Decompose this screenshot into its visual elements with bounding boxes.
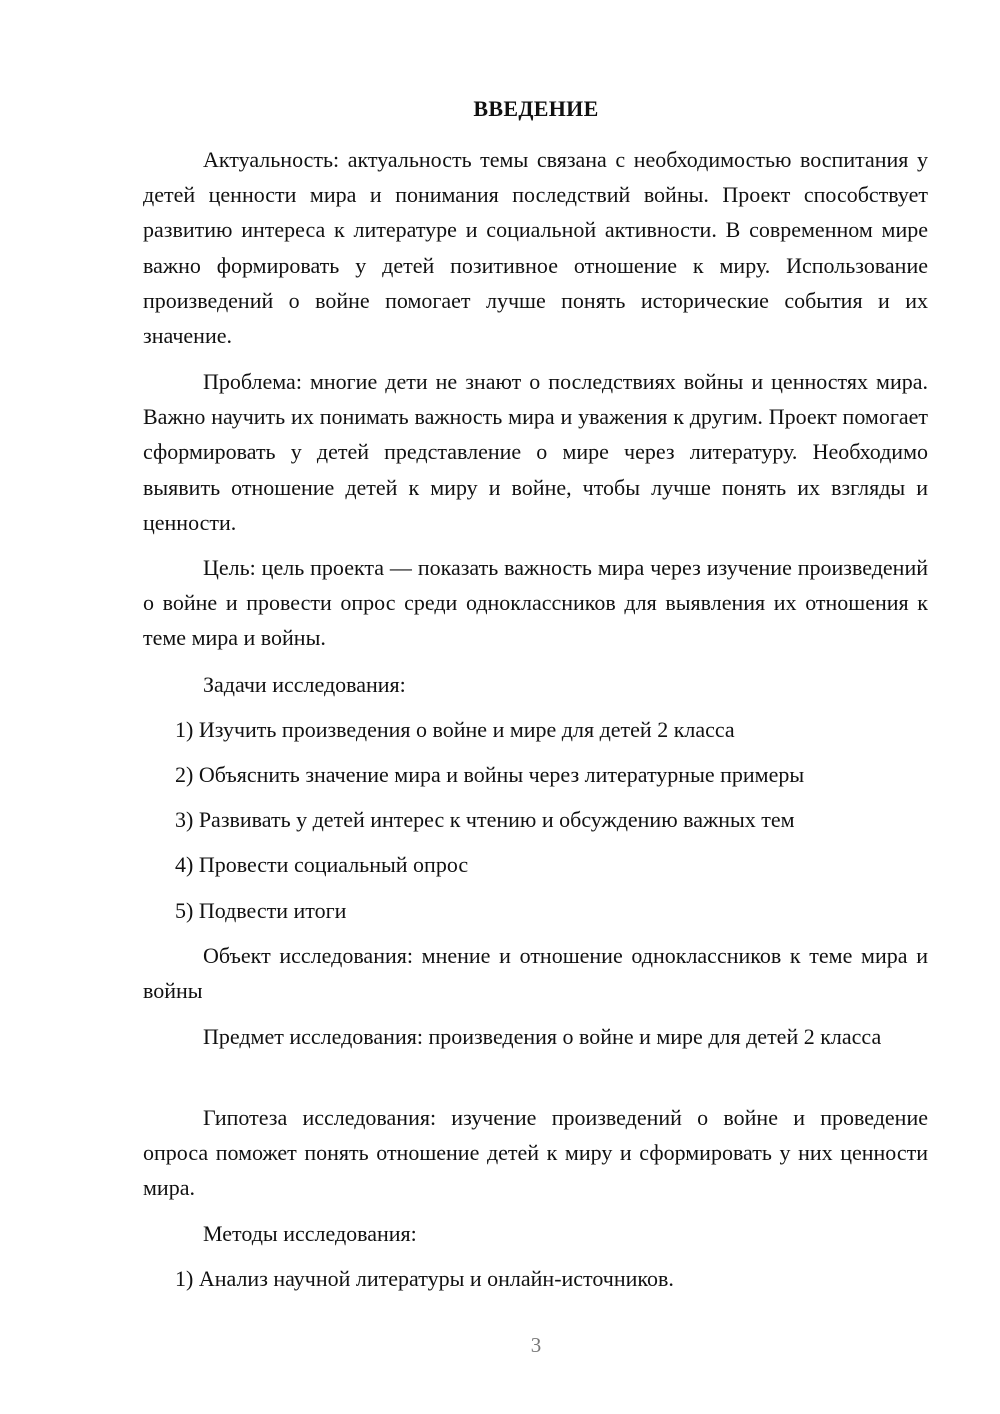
subject-paragraph: Предмет исследования: произведения о войне и мире для детей 2 класса [203,1024,882,1049]
goal-paragraph: Цель: цель проекта — показать важность мира через изучение произведений о войне и провести опрос среди одноклассников для выявления их отношения к теме мира и войны. [143,555,928,651]
task-item-4: 4) Провести социальный опрос [175,852,469,877]
object-paragraph: Объект исследования: мнение и отношение одноклассников к теме мира и войны [143,943,928,1004]
task-item-5: 5) Подвести итоги [175,898,347,923]
method-item-1: 1) Анализ научной литературы и онлайн-источников. [175,1266,674,1291]
task-item-3: 3) Развивать у детей интерес к чтению и обсуждению важных тем [175,807,795,832]
hypothesis-paragraph: Гипотеза исследования: изучение произведений о войне и проведение опроса поможет понять отношение детей к миру и сформировать у них ценности мира. [143,1105,928,1201]
tasks-heading: Задачи исследования: [203,672,406,697]
relevance-paragraph: Актуальность: актуальность темы связана с необходимостью воспитания у детей ценности мира и понимания последствий войны. Проект способствует развитию интереса к литературе и социальной активности. В современном мире важно формировать у детей позитивное отношение к миру. Использование произведений о войне помогает лучше понять исторические события и их значение. [143,147,928,349]
page-number: 3 [530,1333,542,1357]
task-item-1: 1) Изучить произведения о войне и мире для детей 2 класса [175,717,735,742]
task-item-2: 2) Объяснить значение мира и войны через литературные примеры [175,762,805,787]
methods-heading: Методы исследования: [203,1221,417,1246]
page-title: ВВЕДЕНИЕ [473,96,599,121]
problem-paragraph: Проблема: многие дети не знают о последствиях войны и ценностях мира. Важно научить их понимать важность мира и уважения к другим. Проект помогает сформировать у детей представление о мире через литературу. Необходимо выявить отношение детей к миру и войне, чтобы лучше понять их взгляды и ценности. [143,369,928,535]
